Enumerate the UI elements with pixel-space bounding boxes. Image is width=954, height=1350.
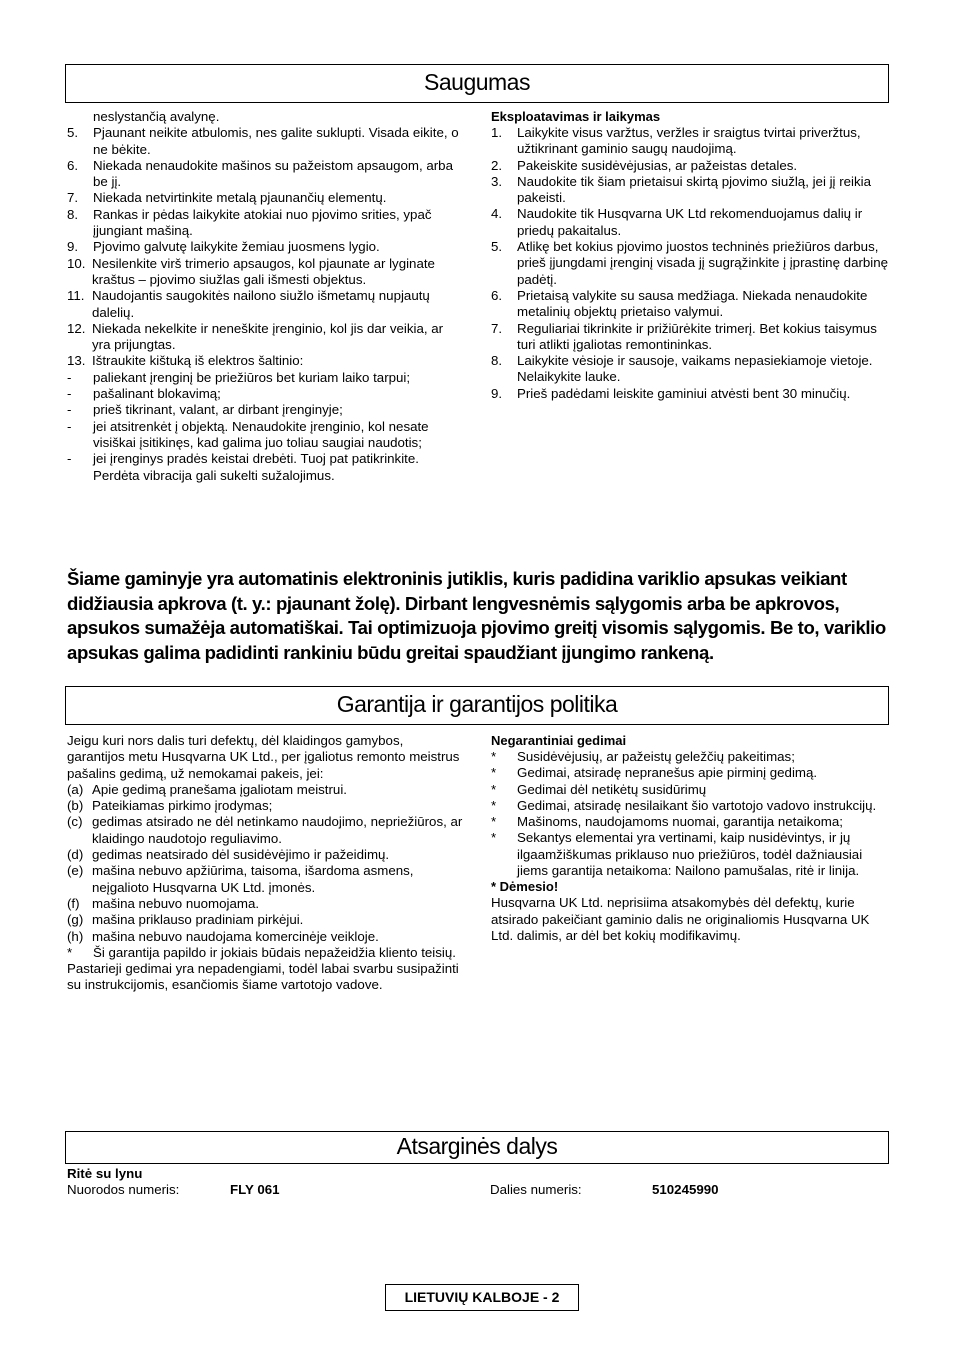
list-marker: 8.: [491, 353, 503, 369]
list-item-text: mašina nebuvo naudojama komercinėje veikloje.: [92, 928, 379, 944]
reference-number-value: FLY 061: [230, 1182, 280, 1197]
spare-parts-title: Atsarginės dalys: [396, 1133, 558, 1159]
safety-list-item: [67, 402, 463, 418]
warranty-left-column: [67, 733, 463, 994]
list-item-text: Nesilenkite virš trimerio apsaugos, kol pjaunate ar lyginate kraštus – pjovimo siužlas gali išmesti objektus.: [92, 255, 435, 287]
list-marker: (h): [67, 928, 84, 944]
non-warranty-item: [491, 830, 891, 879]
list-item-text: Laikykite visus varžtus, veržles ir sraigtus tvirtai priveržtus, užtikrinant gaminio saugų naudojimą.: [517, 125, 861, 157]
list-marker: 1.: [491, 125, 503, 140]
list-marker: -: [67, 451, 72, 467]
list-marker: *: [491, 765, 497, 781]
safety-list-item: [67, 256, 463, 289]
list-marker: (b): [67, 798, 84, 814]
list-item-text: Gedimai, atsiradę nepranešus apie pirminį gedimą.: [517, 765, 818, 781]
warranty-condition-item: [67, 929, 463, 945]
list-marker: -: [67, 402, 72, 418]
safety-list-item: [67, 109, 463, 125]
list-marker: 6.: [67, 157, 79, 173]
sensor-paragraph: Šiame gaminyje yra automatinis elektroninis jutiklis, kuris padidina variklio apsukas veikiant didžiausia apkrova (t. y.: pjaunant žolę). Dirbant lengvesnėmis sąlygomis arba be apkrovos, apsukos sumažėja automatiškai. Tai optimizuoja pjovimo greitį visomis sąlygomis. Be to, variklio apsukas galima padidinti rankiniu būdu greitai spaudžiant įjungimo rankeną.: [67, 568, 886, 663]
non-warranty-item: [491, 798, 891, 814]
maintenance-heading: Eksploatavimas ir laikymas: [491, 109, 661, 124]
warranty-title: Garantija ir garantijos politika: [336, 691, 618, 717]
reference-number-label: Nuorodos numeris:: [67, 1182, 180, 1197]
list-item-text: Atlikę bet kokius pjovimo juostos techninės priežiūros darbus, prieš įjungdami įrenginį visada jį sugrąžinkite į įprastinę darbinę padėtį.: [517, 239, 889, 287]
non-warranty-list: [491, 749, 891, 879]
maintenance-list-item: [491, 321, 891, 354]
list-item-text: neslystančią avalynę.: [93, 109, 220, 124]
warranty-condition-item: [67, 782, 463, 798]
non-warranty-item: [491, 749, 891, 765]
non-warranty-heading: Negarantiniai gedimai: [491, 733, 627, 748]
list-item-text: prieš tikrinant, valant, ar dirbant įrenginyje;: [93, 402, 343, 418]
list-item-text: Pjovimo galvutę laikykite žemiau juosmens lygio.: [93, 239, 380, 255]
maintenance-list-item: [491, 353, 891, 386]
list-marker: 10.: [67, 255, 86, 271]
list-item-text: Naudokite tik šiam prietaisui skirtą pjovimo siužlą, jei jį reikia pakeisti.: [517, 173, 871, 206]
non-warranty-item: [491, 814, 891, 830]
list-item-text: Gedimai dėl netikėtų susidūrimų: [517, 781, 707, 797]
maintenance-list-item: [491, 206, 891, 239]
list-item-text: Ištraukite kištuką iš elektros šaltinio:: [92, 353, 304, 369]
safety-list-item: [67, 158, 463, 191]
list-item-text: Naudojantis saugokitės nailono siužlo išmetamų nupjautų dalelių.: [92, 288, 430, 320]
list-item-text: pašalinant blokavimą;: [93, 386, 221, 402]
list-item-text: Susidėvėjusių, ar pažeistų geležčių pakeitimas;: [517, 749, 795, 764]
safety-list-item: [67, 207, 463, 240]
part-number-value: 510245990: [652, 1182, 719, 1197]
safety-right-column: [491, 109, 891, 402]
list-marker: (a): [67, 781, 84, 797]
list-item-text: Rankas ir pėdas laikykite atokiai nuo pjovimo srities, ypač įjungiant mašiną.: [93, 206, 432, 239]
list-item-text: Prieš padėdami leiskite gaminiui atvėsti bent 30 minučių.: [517, 385, 851, 401]
list-marker: 5.: [67, 125, 79, 141]
list-marker: 9.: [491, 385, 503, 401]
safety-left-column: [67, 109, 463, 484]
list-item-text: gedimas atsirado ne dėl netinkamo naudojimo, nepriežiūros, ar klaidingo naudotojo reguliavimo.: [92, 814, 463, 846]
maintenance-list: [491, 125, 891, 402]
list-marker: (f): [67, 895, 80, 911]
spare-parts-title-box: [65, 1131, 889, 1164]
maintenance-list-item: [491, 239, 891, 288]
warranty-condition-item: [67, 798, 463, 814]
maintenance-list-item: [491, 174, 891, 207]
list-marker: 3.: [491, 173, 503, 189]
warranty-title-box: [65, 686, 889, 725]
list-item-text: Reguliariai tikrinkite ir prižiūrėkite trimerį. Bet kokius taisymus turi atlikti įgaliotas remontininkas.: [517, 320, 877, 352]
list-marker: *: [491, 797, 497, 813]
list-item-text: Mašinoms, naudojamoms nuomai, garantija netaikoma;: [517, 814, 843, 830]
list-item-text: Laikykite vėsioje ir sausoje, vaikams nepasiekiamoje vietoje. Nelaikykite lauke.: [517, 353, 873, 385]
list-marker: [67, 109, 93, 125]
list-marker: -: [67, 418, 72, 434]
warranty-condition-item: [67, 814, 463, 847]
list-marker: 9.: [67, 239, 79, 255]
list-item-text: Pjaunant neikite atbulomis, nes galite suklupti. Visada eikite, o ne bėkite.: [93, 125, 459, 157]
list-marker: 11.: [67, 288, 85, 304]
part-number-label: Dalies numeris:: [490, 1182, 582, 1197]
list-item-text: Pateikiamas pirkimo įrodymas;: [92, 798, 273, 814]
safety-title: Saugumas: [424, 69, 530, 95]
list-marker: (c): [67, 814, 83, 830]
safety-list-item: [67, 353, 463, 369]
safety-list-item: [67, 370, 463, 386]
maintenance-list-item: [491, 288, 891, 321]
safety-list-item: [67, 239, 463, 255]
maintenance-list-item: [491, 386, 891, 402]
list-item-text: Pakeiskite susidėvėjusias, ar pažeistas detales.: [517, 157, 798, 173]
page-footer: [385, 1284, 579, 1311]
list-marker: 7.: [67, 190, 79, 206]
list-item-text: jei įrenginys pradės keistai drebėti. Tuoj pat patikrinkite. Perdėta vibracija gali sukelti sužalojimus.: [93, 451, 419, 483]
list-marker: 4.: [491, 206, 503, 222]
warranty-condition-item: [67, 863, 463, 896]
list-item-text: paliekant įrenginį be priežiūros bet kuriam laiko tarpui;: [93, 369, 411, 385]
list-marker: *: [491, 749, 497, 764]
safety-list-item: [67, 190, 463, 206]
list-item-text: Sekantys elementai yra vertinami, kaip nusidėvintys, ir jų ilgaamžiškumas priklauso nuo priežiūros, todėl dažniausiai jiems garantija netaikoma: Nailono pamušalas, ritė ir linija.: [517, 830, 863, 879]
list-marker: *: [67, 944, 73, 960]
list-marker: 6.: [491, 287, 503, 303]
list-item-text: Apie gedimą pranešama įgaliotam meistrui.: [92, 781, 347, 797]
attention-text: Husqvarna UK Ltd. neprisiima atsakomybės dėl defektų, kurie atsirado pakeičiant gaminio dalis ne originaliomis Husqvarna UK Ltd. dalimis, ar dėl bet kokių modifikavimų.: [491, 895, 870, 943]
footer-label: LIETUVIŲ KALBOJE - 2: [404, 1289, 560, 1305]
list-item-text: Niekada nekelkite ir neneškite įrenginio, kol jis dar veikia, ar yra prijungtas.: [92, 320, 444, 353]
safety-list-item: [67, 451, 463, 484]
list-item-text: Ši garantija papildo ir jokiais būdais nepažeidžia kliento teisių.: [93, 944, 456, 960]
list-marker: -: [67, 369, 72, 385]
list-item-text: mašina nebuvo apžiūrima, taisoma, išardoma asmens, neįgalioto Husqvarna UK Ltd. įmonės.: [92, 863, 414, 895]
list-marker: (g): [67, 912, 84, 928]
list-marker: (e): [67, 863, 84, 879]
warranty-right-column: [491, 733, 891, 944]
list-marker: 5.: [491, 239, 503, 255]
list-marker: 12.: [67, 320, 86, 336]
safety-list-item: [67, 125, 463, 158]
maintenance-list-item: [491, 125, 891, 158]
non-warranty-item: [491, 765, 891, 781]
list-marker: *: [491, 830, 497, 846]
list-item-text: Niekada netvirtinkite metalą pjaunančių elementų.: [93, 190, 387, 206]
list-marker: -: [67, 386, 72, 402]
warranty-condition-item: [67, 847, 463, 863]
list-marker: *: [491, 814, 497, 830]
list-item-text: Prietaisą valykite su sausa medžiaga. Niekada nenaudokite metalinių objektų prietaiso valymui.: [517, 287, 868, 320]
warranty-condition-item: [67, 896, 463, 912]
warranty-condition-item: [67, 912, 463, 928]
list-marker: 13.: [67, 353, 86, 369]
list-item-text: Niekada nenaudokite mašinos su pažeistom apsaugom, arba be jį.: [93, 157, 453, 190]
safety-list-item: [67, 386, 463, 402]
safety-list-item: [67, 288, 463, 321]
safety-title-box: [65, 64, 889, 103]
warranty-outro: Pastarieji gedimai yra nepadengiami, todėl labai svarbu susipažinti su instrukcijomis, esančiomis šiame vartotojo vadove.: [67, 961, 459, 993]
list-marker: 7.: [491, 320, 503, 336]
warranty-conditions-list: [67, 782, 463, 961]
spare-item-name: Ritė su lynu: [67, 1166, 143, 1181]
attention-heading: * Dėmesio!: [491, 879, 559, 895]
safety-list-item: [67, 419, 463, 452]
list-marker: *: [491, 781, 497, 797]
maintenance-list-item: [491, 158, 891, 174]
list-item-text: mašina priklauso pradiniam pirkėjui.: [92, 912, 304, 928]
non-warranty-item: [491, 782, 891, 798]
list-marker: 8.: [67, 206, 79, 222]
warranty-condition-item: [67, 945, 463, 961]
list-item-text: Naudokite tik Husqvarna UK Ltd rekomenduojamus dalių ir priedų pakaitalus.: [517, 206, 863, 238]
safety-list-item: [67, 321, 463, 354]
list-item-text: Gedimai, atsiradę nesilaikant šio vartotojo vadovo instrukcijų.: [517, 797, 877, 813]
list-marker: 2.: [491, 157, 503, 173]
list-item-text: mašina nebuvo nuomojama.: [92, 895, 260, 911]
list-item-text: jei atsitrenkėt į objektą. Nenaudokite įrenginio, kol nesate visiškai įsitikinęs, kad galima juo toliau saugiai naudotis;: [93, 418, 429, 450]
list-marker: (d): [67, 847, 84, 863]
warranty-intro: Jeigu kuri nors dalis turi defektų, dėl klaidingos gamybos, garantijos metu Husqvarna UK Ltd., per įgaliotus remonto meistrus pašalins gedimą, už nemokamai pakeis, jei:: [67, 733, 460, 781]
list-item-text: gedimas neatsirado dėl susidėvėjimo ir pažeidimų.: [92, 847, 390, 863]
